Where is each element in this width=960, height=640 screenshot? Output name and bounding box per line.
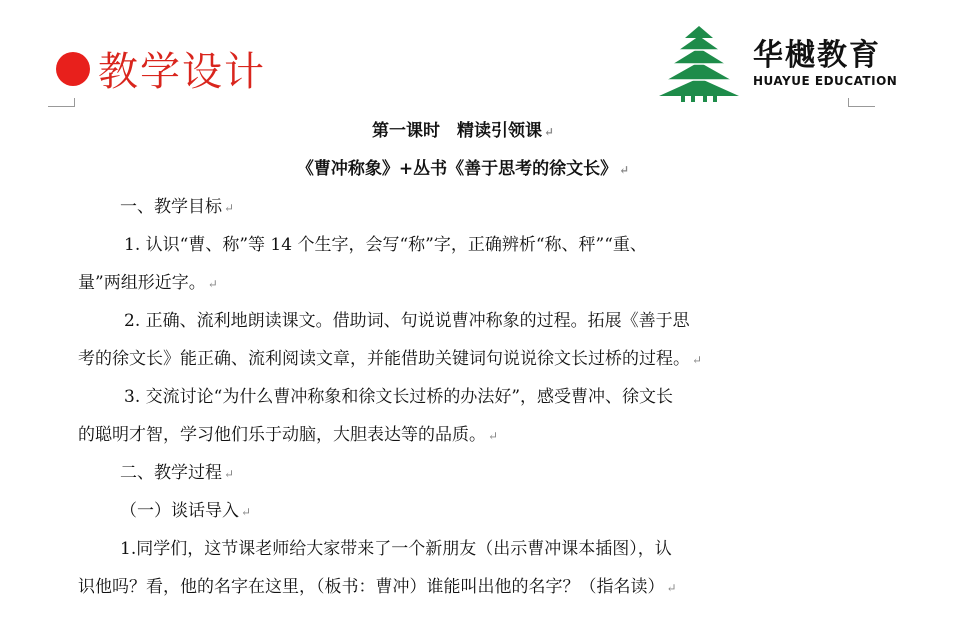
subsection-heading-intro: （一）谈话导入 ↵ <box>120 501 252 521</box>
header-title <box>56 40 266 97</box>
margin-corner-left <box>48 98 75 107</box>
document-body <box>78 112 848 606</box>
logo-name-cn: 华樾教育 <box>753 38 881 73</box>
section-heading-process: 二、教学过程 ↵ <box>120 463 235 483</box>
intro-line-2: 识他吗？看，他的名字在这里，（板书：曹冲）谁能叫出他的名字？（指名读） ↵ <box>78 577 677 597</box>
lesson-subtitle: 《曹冲称象》+丛书《善于思考的徐文长》 ↵ <box>296 159 630 179</box>
goal-1-line-1: 1. 认识“曹、称”等 14 个生字，会写“称”字，正确辨析“称、秤”“重、 <box>124 235 647 255</box>
logo-name-en: HUAYUE EDUCATION <box>753 74 898 88</box>
intro-line-1: 1.同学们，这节课老师给大家带来了一个新朋友（出示曹冲课本插图），认 <box>120 539 672 559</box>
goal-2-line-2: 考的徐文长》能正确、流利阅读文章，并能借助关键词句说说徐文长过桥的过程。 ↵ <box>78 349 703 369</box>
pagoda-logo-icon <box>655 26 743 102</box>
goal-1-line-2: 量”两组形近字。 ↵ <box>78 273 218 293</box>
red-bullet-icon <box>56 52 90 86</box>
margin-corner-right <box>848 98 875 107</box>
goal-3-line-2: 的聪明才智，学习他们乐于动脑，大胆表达等的品质。 ↵ <box>78 425 499 445</box>
goal-3-line-1: 3. 交流讨论“为什么曹冲称象和徐文长过桥的办法好”，感受曹冲、徐文长 <box>124 387 674 407</box>
brand-logo <box>655 26 897 102</box>
section-heading-goals: 一、教学目标 ↵ <box>120 197 235 217</box>
goal-2-line-1: 2. 正确、流利地朗读课文。借助词、句说说曹冲称象的过程。拓展《善于思 <box>124 311 690 331</box>
header-title-text: 教学设计 <box>98 49 266 95</box>
lesson-title: 第一课时 精读引领课 ↵ <box>371 121 555 141</box>
